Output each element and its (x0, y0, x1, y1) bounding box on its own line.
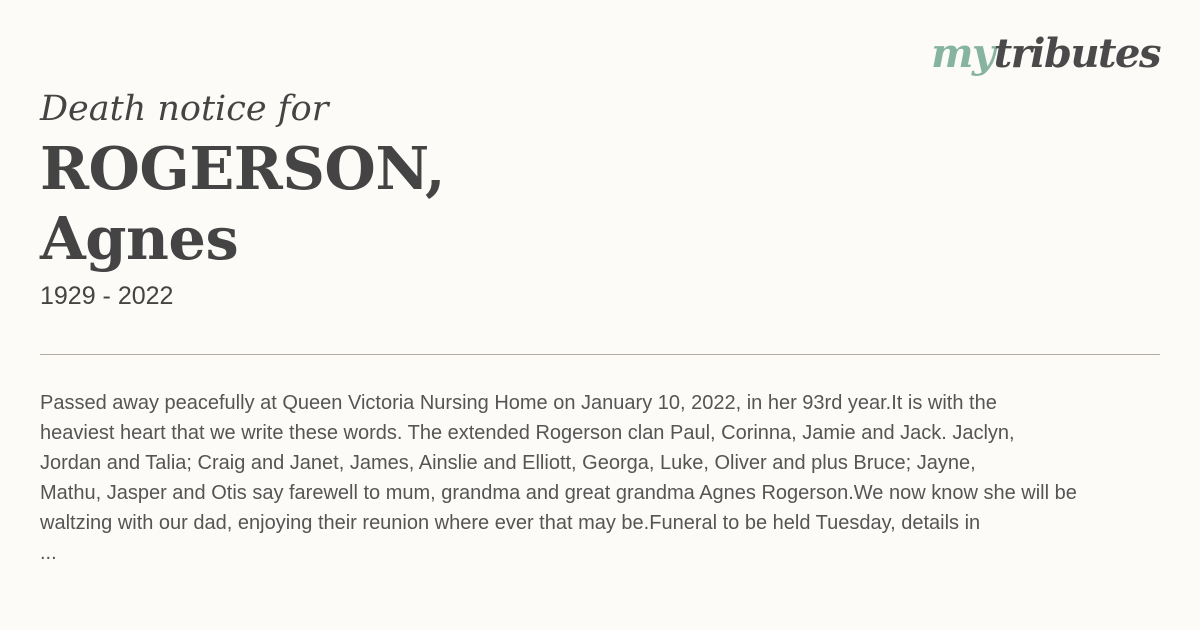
notice-body-line: Passed away peacefully at Queen Victoria Nursing Home on January 10, 2022, in her 93rd year.It is with the (40, 392, 997, 414)
divider (40, 354, 1160, 355)
notice-kicker: Death notice for (40, 89, 329, 129)
mytributes-logo[interactable] (931, 30, 1160, 77)
notice-header (40, 88, 740, 311)
logo-my-text: my (931, 30, 994, 77)
life-years: 1929 - 2022 (40, 282, 174, 310)
deceased-name (40, 134, 740, 274)
deceased-surname: ROGERSON, (40, 134, 446, 203)
notice-body (40, 388, 1200, 568)
notice-body-line: Jordan and Talia; Craig and Janet, James, Ainslie and Elliott, Georga, Luke, Oliver and plus Bruce; Jayne, (40, 452, 976, 474)
deceased-given-name: Agnes (40, 204, 239, 273)
logo-tributes-text: tributes (993, 30, 1160, 77)
notice-body-line: heaviest heart that we write these words. The extended Rogerson clan Paul, Corinna, Jamie and Jack. Jaclyn, (40, 422, 1015, 444)
notice-body-line: waltzing with our dad, enjoying their reunion where ever that may be.Funeral to be held Tuesday, details in (40, 512, 981, 534)
notice-body-line: Mathu, Jasper and Otis say farewell to mum, grandma and great grandma Agnes Rogerson.We now know she will be (40, 482, 1077, 504)
notice-body-ellipsis: ... (40, 542, 57, 564)
